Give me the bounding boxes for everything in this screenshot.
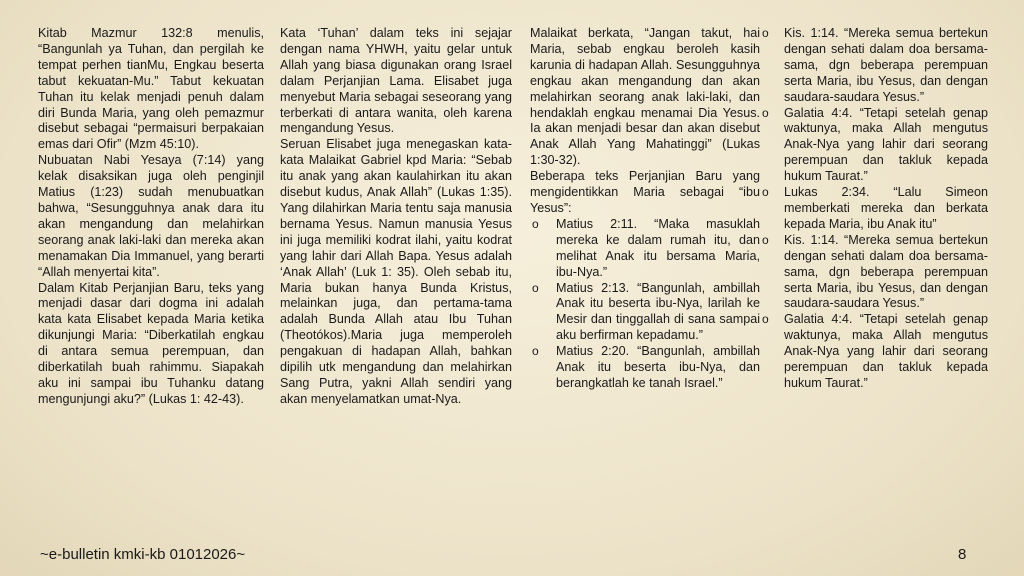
list-item — [760, 185, 988, 233]
bullet-icon: o — [762, 185, 769, 200]
list-item — [530, 344, 760, 392]
page-number: 8 — [958, 546, 967, 563]
bullet-icon: o — [762, 232, 769, 247]
bulletin-footer: ~e-bulletin kmki-kb 01012026~ — [40, 546, 246, 563]
list-item-text: Matius 2:11. “Maka masuklah mereka ke dalam rumah itu, dan melihat Anak itu bersama Maria, ibu-Nya.” — [556, 216, 760, 279]
list-item — [760, 233, 988, 313]
bullet-icon: o — [762, 26, 769, 40]
col1-paragraph-1: Kitab Mazmur 132:8 menulis, “Bangunlah ya Tuhan, dan pergilah ke tempat perhen tianMu, Engkau beserta tabut kekuatan-Mu.” Tabut kekuatan Tuhan itu kelak menjadi penuh dalam diri Bunda Maria, yang oleh pemazmur disebut sebagai “permaisuri berpakaian emas dari Ofir” (Mzm 45:10). — [38, 26, 264, 152]
col3-verse-list — [530, 217, 760, 392]
col2-paragraph-2: Seruan Elisabet juga menegaskan kata-kata Malaikat Gabriel kpd Maria: “Sebab itu anak yang akan kaulahirkan itu akan disebut kudus, Anak Allah” (Lukas 1:35). Yang dilahirkan Maria tentu saja manusia bernama Yesus. Namun manusia Yesus ini juga memiliki kodrat ilahi, yaitu kodrat yang lahir dari Allah Bapa. Yesus adalah ‘Anak Allah’ (Luk 1: 35). Oleh sebab itu, Maria bukan hanya Bunda Kristus, melainkan juga, dan pertama-tama adalah Bunda Allah atau Ibu Tuhan (Theotókos).Maria juga memperoleh pengakuan di hadapan Allah, bahkan dipilih utk mengandung dan melahirkan Sang Putra, yakni Allah sendiri yang akan menyelamatkan umat-Nya. — [280, 137, 512, 406]
list-item-text: Lukas 2:34. “Lalu Simeon memberkati mereka dan berkata kepada Maria, ibu Anak itu” — [784, 185, 988, 231]
list-item — [530, 217, 760, 281]
col1-paragraph-2: Nubuatan Nabi Yesaya (7:14) yang kelak disaksikan juga oleh penginjil Matius (1:23) sudah menubuatkan bahwa, “Sesungguhnya anak dara itu akan mengandung dan melahirkan seorang anak laki-laki dan mereka akan menamakan Dia Immanuel, yang berarti “Allah menyertai kita”. — [38, 153, 264, 279]
list-item-text: Matius 2:13. “Bangunlah, ambillah Anak itu beserta ibu-Nya, larilah ke Mesir dan tinggallah di sana sampai aku berfirman kepadamu.” — [556, 280, 760, 343]
col1-paragraph-3: Dalam Kitab Perjanjian Baru, teks yang menjadi dasar dari dogma ini adalah kata kata Elisabet kepada Maria ketika dikunjungi Maria: “Diberkatilah engkau di antara semua perempuan, dan diberkatilah buah rahimmu. Siapakah aku ini sampai ibu Tuhanku datang mengunjungi aku?” (Lukas 1: 42-43). — [38, 280, 264, 406]
list-item-text: Kis. 1:14. “Mereka semua bertekun dengan sehati dalam doa bersama-sama, dgn beberapa perempuan serta Maria, ibu Yesus, dan dengan saudara-saudara Yesus.” — [784, 232, 988, 311]
bullet-icon: o — [762, 312, 769, 327]
bullet-icon: o — [532, 344, 539, 359]
list-item — [760, 26, 988, 106]
bullet-icon: o — [532, 216, 539, 231]
list-item — [760, 106, 988, 186]
column-4 — [760, 26, 988, 392]
col3-paragraph-1: Malaikat berkata, “Jangan takut, hai Maria, sebab engkau beroleh kasih karunia di hadapan Allah. Sesungguhnya engkau akan mengandung dan akan melahirkan seorang anak laki-laki, dan hendaklah engkau menamai Dia Yesus. Ia akan menjadi besar dan akan disebut Anak Allah Yang Mahatinggi” (Lukas 1:30-32). — [530, 26, 760, 168]
list-item — [760, 312, 988, 392]
column-1 — [38, 26, 264, 408]
bullet-icon: o — [762, 105, 769, 120]
col3-paragraph-2: Beberapa teks Perjanjian Baru yang mengidentikkan Maria sebagai “ibu Yesus”: — [530, 169, 760, 215]
bullet-icon: o — [532, 280, 539, 295]
column-3 — [530, 26, 760, 392]
col2-paragraph-1: Kata ‘Tuhan’ dalam teks ini sejajar dengan nama YHWH, yaitu gelar untuk Allah yang biasa digunakan orang Israel dalam Perjanjian Lama. Elisabet juga menyebut Maria sebagai seseorang yang terberkati di antara wanita, oleh karena mengandung Yesus. — [280, 26, 512, 136]
list-item-text: Galatia 4:4. “Tetapi setelah genap waktunya, maka Allah mengutus Anak-Nya yang lahir dari seorang perempuan dan takluk kepada hukum Taurat.” — [784, 105, 988, 184]
col4-verse-list — [760, 26, 988, 392]
list-item-text: Matius 2:20. “Bangunlah, ambillah Anak itu beserta ibu-Nya, dan berangkatlah ke tanah Israel.” — [556, 344, 760, 390]
column-2 — [280, 26, 512, 408]
list-item-text: Kis. 1:14. “Mereka semua bertekun dengan sehati dalam doa bersama-sama, dgn beberapa perempuan serta Maria, ibu Yesus, dan dengan saudara-saudara Yesus.” — [784, 26, 988, 104]
list-item-text: Galatia 4:4. “Tetapi setelah genap waktunya, maka Allah mengutus Anak-Nya yang lahir dari seorang perempuan dan takluk kepada hukum Taurat.” — [784, 312, 988, 390]
list-item — [530, 281, 760, 345]
